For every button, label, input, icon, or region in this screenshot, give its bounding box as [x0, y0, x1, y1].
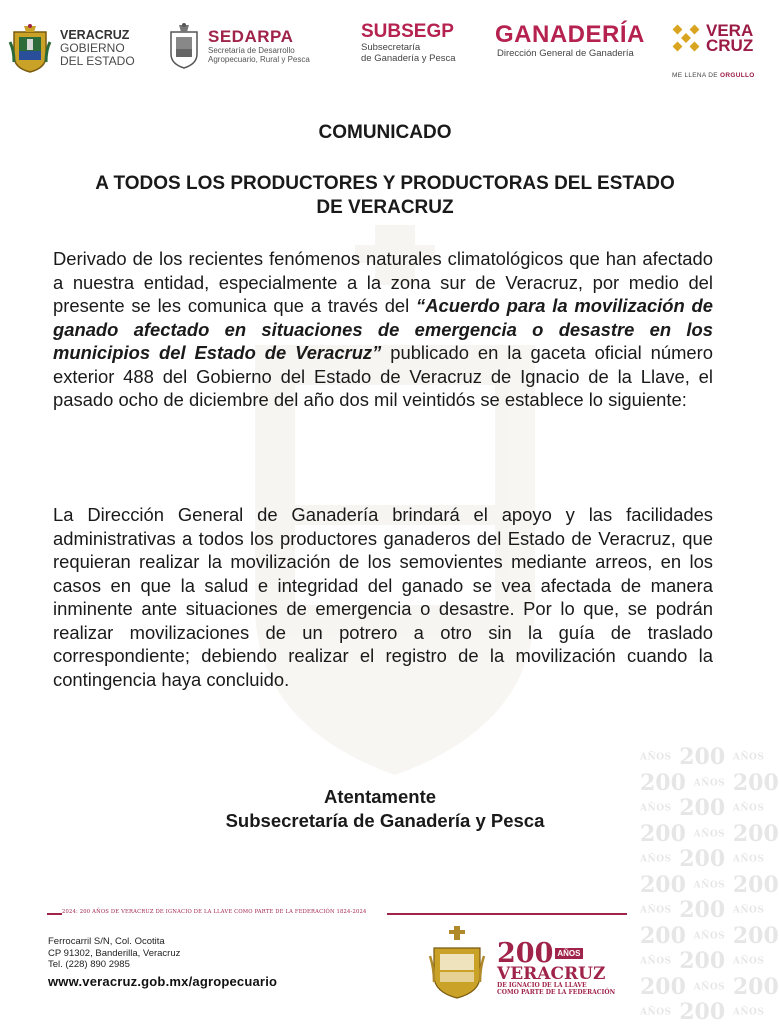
pattern-row: 200 AÑOS 200	[640, 769, 779, 796]
footer-banner-text: 2024: 200 AÑOS DE VERACRUZ DE IGNACIO DE LA LLAVE COMO PARTE DE LA FEDERACIÓN 1824-2024	[62, 909, 367, 915]
sedarpa-seal-icon	[166, 22, 202, 70]
document-title: COMUNICADO	[318, 122, 452, 143]
paragraph-2: La Dirección General de Ganadería brindará el apoyo y las facilidades administrativas a todos los productores ganaderos del Estado de Veracruz, que requieran realizar la movilización de los semovientes mediante arreos, en los casos en que la salud e integridad del ganado se vea afectada de manera inminente ante situaciones de emergencia o desastre. Por lo que, se podrán realizar movilizaciones de un potrero a otro sin la guía de traslado correspondiente; debiendo realizar el registro de la movilización cuando la contingencia haya concluido.	[53, 504, 713, 690]
footer-banner	[47, 909, 627, 916]
header-logos	[0, 22, 770, 92]
veracruz-knot-icon	[670, 22, 702, 54]
ver-line1: VERA	[706, 21, 754, 40]
ver-slogan-strong: ORGULLO	[720, 72, 755, 79]
anniversary-pattern	[640, 744, 779, 1025]
paragraph-1	[53, 247, 713, 412]
agreement-title: “Acuerdo para la movilización de ganado afectado en situaciones de emergencia o desastre en los municipios del Estado de Veracruz”	[53, 295, 714, 363]
anniversary-line2: COMO PARTE DE LA FEDERACIÓN	[497, 989, 616, 996]
sedarpa-line1: Secretaría de Desarrollo	[208, 46, 295, 55]
subsegp-logo	[361, 22, 456, 64]
pattern-row: AÑOS 200 AÑOS	[640, 846, 765, 872]
subsegp-line2: de Ganadería y Pesca	[361, 53, 456, 64]
veracruz-brand-logo	[670, 22, 753, 54]
footer-website-link[interactable]: www.veracruz.gob.mx/agropecuario	[48, 974, 278, 989]
sedarpa-name: SEDARPA	[208, 27, 294, 46]
veracruz-gobierno-logo	[8, 22, 135, 74]
pattern-row: 200 AÑOS 200	[640, 871, 779, 898]
pattern-row: 200 AÑOS 200	[640, 973, 779, 1000]
ganaderia-line1: Dirección General de Ganadería	[497, 48, 634, 59]
pattern-row: AÑOS 200 AÑOS	[640, 999, 765, 1025]
footer-address	[48, 936, 180, 971]
closing-line: Atentamente	[323, 786, 437, 807]
footer-seal-icon	[428, 926, 486, 1000]
ver-slogan-prefix: ME LLENA DE	[672, 72, 718, 79]
anniversary-line1: DE IGNACIO DE LA LLAVE	[497, 982, 587, 989]
paragraph-1-after: publicado en la gaceta oficial número exterior 488 del Gobierno del Estado de Veracruz de Ignacio de la Llave, el pasado ocho de diciembre del año dos mil veintidós se establece lo siguiente:	[53, 342, 713, 410]
subsegp-name: SUBSEGP	[361, 21, 454, 42]
subsegp-line1: Subsecretaría	[361, 42, 421, 53]
veracruz-seal-icon	[8, 22, 52, 74]
anniversary-logo	[497, 938, 617, 996]
anniversary-number: 200	[497, 938, 554, 969]
address-line1: Ferrocarril S/N, Col. Ocotita	[48, 936, 165, 947]
pattern-row: AÑOS 200 AÑOS	[640, 897, 765, 923]
sedarpa-logo	[166, 22, 310, 70]
pattern-row: AÑOS 200 AÑOS	[640, 744, 765, 770]
ganaderia-name: GANADERÍA	[495, 21, 645, 48]
pattern-row: 200 AÑOS 200	[640, 820, 779, 847]
ver-slogan	[672, 72, 755, 79]
anniversary-tag: AÑOS	[557, 949, 581, 958]
ganaderia-logo	[495, 22, 645, 59]
address-line2: CP 91302, Banderilla, Veracruz	[48, 947, 181, 959]
paragraph-1-before: Derivado de los recientes fenómenos naturales climatológicos que han afectado a nuestra entidad, especialmente a la zona sur de Veracruz, por medio del presente se les comunica que a través del	[53, 248, 713, 316]
address-phone: Tel. (228) 890 2985	[48, 959, 130, 970]
signature-line: Subsecretaría de Ganadería y Pesca	[225, 810, 545, 831]
document-subtitle: A TODOS LOS PRODUCTORES Y PRODUCTORAS DEL ESTADO DE VERACRUZ	[95, 173, 675, 218]
sedarpa-line2: Agropecuario, Rural y Pesca	[208, 55, 310, 64]
vg-line3: DEL ESTADO	[60, 53, 135, 68]
pattern-row: AÑOS 200 AÑOS	[640, 948, 765, 974]
anniversary-name: VERACRUZ	[497, 964, 606, 984]
pattern-row: AÑOS 200 AÑOS	[640, 795, 765, 821]
ver-line2: CRUZ	[706, 36, 754, 55]
pattern-row: 200 AÑOS 200	[640, 922, 779, 949]
vg-line2: GOBIERNO	[60, 40, 125, 55]
vg-line1: VERACRUZ	[60, 27, 130, 42]
